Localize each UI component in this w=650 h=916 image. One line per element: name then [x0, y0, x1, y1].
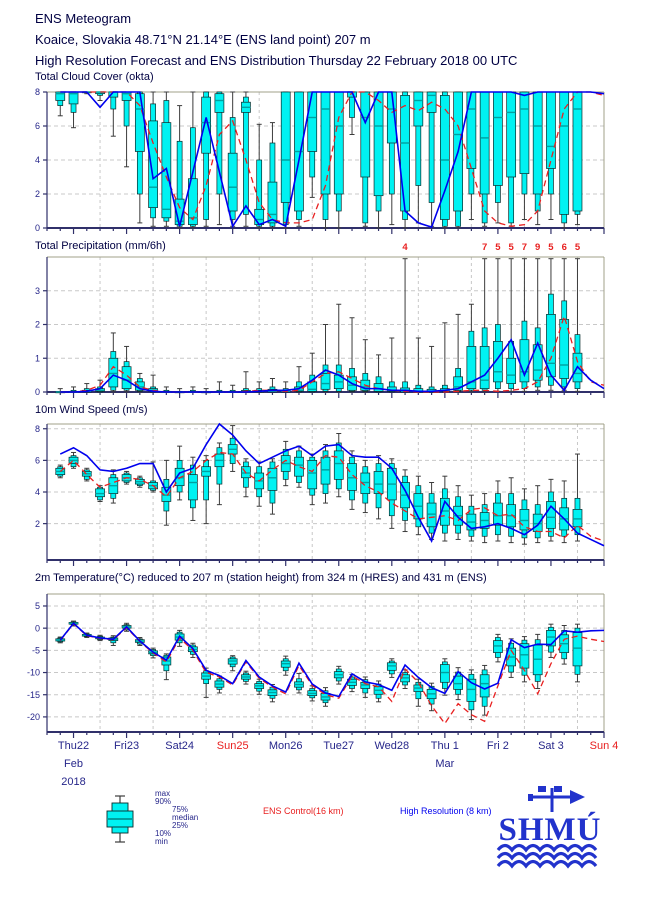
logo-waves: [498, 846, 596, 867]
day-label-sun4: Sun 4: [589, 740, 619, 752]
svg-text:8: 8: [34, 87, 40, 98]
svg-text:0: 0: [34, 223, 40, 234]
svg-text:5: 5: [574, 242, 581, 253]
svg-text:6: 6: [34, 455, 40, 466]
shmu-logo: [492, 784, 608, 884]
day-label-sat24: Sat24: [165, 740, 194, 752]
axis-sublabel-2018: 2018: [61, 776, 86, 788]
legend-stat-median: median: [172, 813, 199, 822]
wind-panel-title: 10m Wind Speed (m/s): [35, 404, 148, 416]
legend-stat-75pct: 75%: [172, 805, 189, 814]
legend-stat-10pct: 10%: [155, 829, 172, 838]
svg-text:-10: -10: [26, 667, 40, 678]
svg-text:8: 8: [34, 423, 40, 434]
svg-text:6: 6: [561, 242, 567, 253]
run-info: High Resolution Forecast and ENS Distribution Thursday 22 February 2018 00 UTC: [35, 53, 518, 68]
svg-text:6: 6: [34, 121, 40, 132]
precipitation-chart: [0, 238, 650, 404]
temperature-chart: [0, 586, 650, 740]
legend-stat-25pct: 25%: [172, 821, 189, 830]
day-label-mon26: Mon26: [268, 740, 303, 752]
legend-stat-max: max: [155, 789, 171, 798]
svg-text:1: 1: [34, 353, 40, 364]
axis-sublabel-feb: Feb: [64, 758, 83, 770]
day-label-sun25: Sun25: [216, 740, 249, 752]
svg-text:5: 5: [495, 242, 501, 253]
high-resolution-legend-label: High Resolution (8 km): [400, 806, 492, 816]
logo-text: SHMÚ: [498, 812, 602, 848]
svg-text:0: 0: [34, 387, 40, 398]
svg-text:-15: -15: [26, 689, 40, 700]
wind-speed-chart: [0, 416, 650, 570]
svg-text:4: 4: [402, 242, 408, 253]
axis-sublabel-mar: Mar: [435, 758, 455, 770]
svg-text:5: 5: [548, 242, 554, 253]
day-label-tue27: Tue27: [323, 740, 355, 752]
legend-box-whisker-glyph: [95, 788, 155, 850]
svg-text:5: 5: [34, 601, 40, 612]
svg-text:4: 4: [34, 155, 40, 166]
svg-text:2: 2: [34, 189, 40, 200]
day-label-fri23: Fri23: [114, 740, 140, 752]
day-label-wed28: Wed28: [374, 740, 410, 752]
svg-text:2: 2: [34, 518, 40, 529]
temp-panel-title: 2m Temperature(°C) reduced to 207 m (station height) from 324 m (HRES) and 431 m (ENS): [35, 572, 487, 584]
svg-text:-5: -5: [31, 645, 40, 656]
legend-stat-min: min: [155, 837, 168, 846]
day-label-thu22: Thu22: [57, 740, 90, 752]
svg-text:-20: -20: [26, 712, 40, 723]
legend-stat-90pct: 90%: [155, 797, 172, 806]
day-label-fri2: Fri 2: [486, 740, 509, 752]
page-title: ENS Meteogram: [35, 11, 132, 26]
weather-vane-icon: [528, 786, 585, 812]
svg-text:4: 4: [34, 487, 40, 498]
svg-text:0: 0: [34, 623, 40, 634]
day-label-sat3: Sat 3: [538, 740, 564, 752]
ens-control-legend-label: ENS Control(16 km): [263, 806, 344, 816]
svg-text:3: 3: [34, 285, 40, 296]
svg-text:7: 7: [481, 242, 488, 253]
station-info: Koaice, Slovakia 48.71°N 21.14°E (ENS land point) 207 m: [35, 32, 371, 47]
svg-text:9: 9: [535, 242, 541, 253]
precip-panel-title: Total Precipitation (mm/6h): [35, 240, 166, 252]
cloud-cover-chart: [0, 84, 650, 242]
svg-text:5: 5: [508, 242, 514, 253]
cloud-panel-title: Total Cloud Cover (okta): [35, 71, 154, 83]
svg-text:7: 7: [521, 242, 528, 253]
day-label-thu1: Thu 1: [430, 740, 459, 752]
svg-text:2: 2: [34, 319, 40, 330]
